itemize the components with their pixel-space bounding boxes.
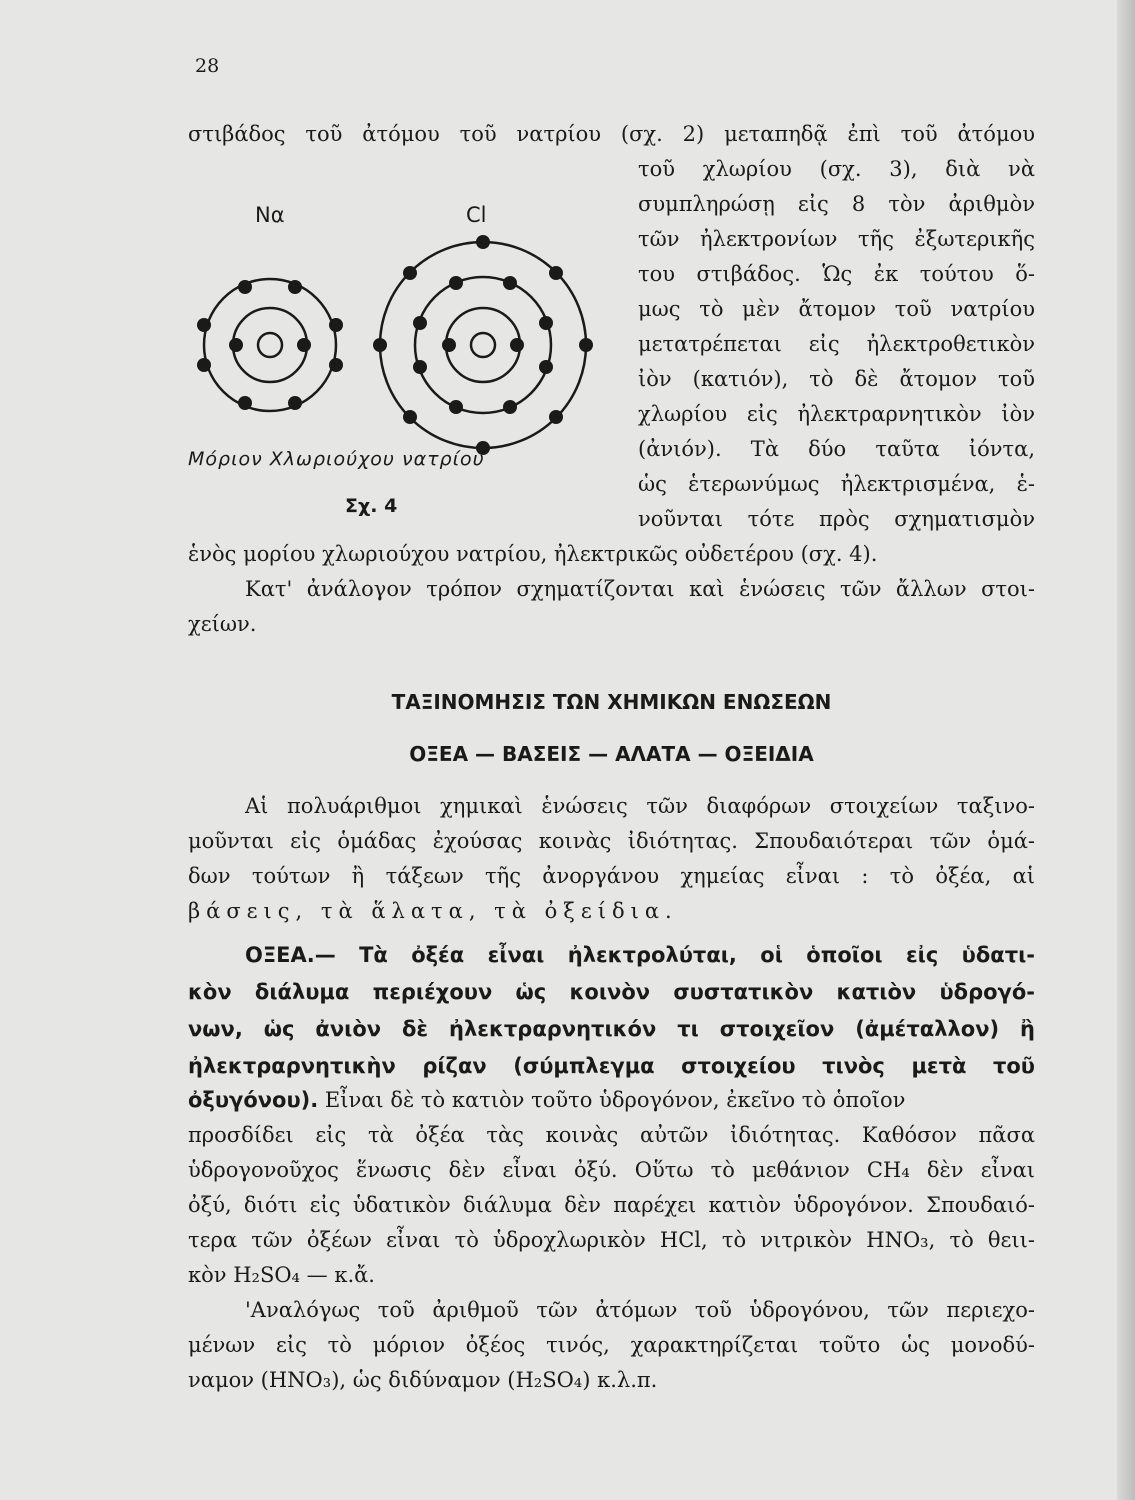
text-line: (ἀνιόν). Τὰ δύο ταῦτα ἰόντα, [638,437,1035,461]
mixed-line [188,1086,1035,1114]
na-nucleus [258,333,282,357]
na-outer-shell [204,279,336,411]
bold-fragment: ὀξυγόνου). [188,1088,319,1112]
cl-middle-shell [415,277,551,413]
bold-line: κὸν διάλυμα περιέχουν ὡς κοινὸν συστατικὸν κατιὸν ὑδρογό- [188,980,1035,1004]
text-line: συμπληρώσῃ εἰς 8 τὸν ἀριθμὸν [638,192,1035,216]
page-number: 28 [195,55,220,77]
chlorine-label: Cl [466,203,487,227]
text-line: 'Αναλόγως τοῦ ἀριθμοῦ τῶν ἀτόμων τοῦ ὑδρογόνου, τῶν περιεχο- [245,1298,1035,1322]
text-line: δων τούτων ἢ τάξεων τῆς ἀνοργάνου χημείας εἶναι : τὸ ὀξέα, αἱ [188,864,1035,888]
text-fragment: Εἶναι δὲ τὸ κατιὸν τοῦτο ὑδρογόνον, ἐκεῖνο τὸ ὁποῖον [318,1088,906,1112]
text-line: ὀξύ, διότι εἰς ὑδατικὸν διάλυμα δὲν παρέχει κατιὸν ὑδρογόνον. Σπουδαιό- [188,1193,1035,1217]
text-line: του στιβάδος. Ὡς ἐκ τούτου ὅ- [638,262,1035,286]
text-line: ἰὸν (κατιόν), τὸ δὲ ἄτομον τοῦ [638,367,1035,391]
figure-reference: Σχ. 4 [345,495,398,517]
text-line: προσδίδει εἰς τὰ ὀξέα τὰς κοινὰς αὐτῶν ἰδιότητας. Καθόσον πᾶσα [188,1123,1035,1147]
text-line: χείων. [188,612,257,636]
text-line: ὑδρογονοῦχος ἕνωσις δὲν εἶναι ὀξύ. Οὕτω τὸ μεθάνιον CH₄ δὲν εἶναι [188,1158,1035,1182]
text-line: ἑνὸς μορίου χλωριούχου νατρίου, ἠλεκτρικῶς οὐδετέρου (σχ. 4). [188,542,878,566]
text-line: βάσεις, τὰ ἅλατα, τὰ ὀξείδια. [188,899,678,923]
sodium-label: Nα [255,203,285,227]
atom-diagram [190,225,610,465]
text-line: μετατρέπεται εἰς ἠλεκτροθετικὸν [638,332,1035,356]
text-line: τῶν ἠλεκτρονίων τῆς ἐξωτερικῆς [638,227,1035,251]
cl-nucleus [471,333,495,357]
text-line: στιβάδος τοῦ ἀτόμου τοῦ νατρίου (σχ. 2) μεταπηδᾷ ἐπὶ τοῦ ἀτόμου [188,122,1035,146]
na-inner-shell [233,308,307,382]
bold-line: ΟΞΕΑ.— Τὰ ὀξέα εἶναι ἠλεκτρολύται, οἱ ὁποῖοι εἰς ὑδατι- [245,943,1035,967]
bold-line: ἠλεκτραρνητικὴν ρίζαν (σύμπλεγμα στοιχείου τινὸς μετὰ τοῦ [188,1054,1035,1078]
text-line: κὸν H₂SO₄ — κ.ἄ. [188,1263,375,1287]
text-line: μως τὸ μὲν ἄτομον τοῦ νατρίου [638,297,1035,321]
text-line: νοῦνται τότε πρὸς σχηματισμὸν [638,507,1035,531]
section-subheading: ΟΞΕΑ — ΒΑΣΕΙΣ — ΑΛΑΤΑ — ΟΞΕΙΔΙΑ [409,742,814,766]
text-line: χλωρίου εἰς ἠλεκτραρνητικὸν ἰὸν [638,402,1035,426]
section-heading: ΤΑΞΙΝΟΜΗΣΙΣ ΤΩΝ ΧΗΜΙΚΩΝ ΕΝΩΣΕΩΝ [391,690,832,714]
text-line: μένων εἰς τὸ μόριον ὀξέος τινός, χαρακτηρίζεται τοῦτο ὡς μονοδύ- [188,1333,1035,1357]
bold-line: νων, ὡς ἀνιὸν δὲ ἠλεκτραρνητικόν τι στοιχεῖον (ἀμέταλλον) ἢ [188,1017,1035,1041]
electrons [197,235,593,455]
page-edge [1117,0,1135,1500]
cl-inner-shell [446,308,520,382]
text-line: μοῦνται εἰς ὁμάδας ἐχούσας κοινὰς ἰδιότητας. Σπουδαιότεραι τῶν ὁμά- [188,829,1035,853]
text-line: Αἱ πολυάριθμοι χημικαὶ ἑνώσεις τῶν διαφόρων στοιχείων ταξινο- [245,794,1035,818]
text-line: τοῦ χλωρίου (σχ. 3), διὰ νὰ [638,157,1035,181]
text-line: ναμον (HNO₃), ὡς διδύναμον (H₂SO₄) κ.λ.π. [188,1368,658,1392]
text-line: ὡς ἑτερωνύμως ἠλεκτρισμένα, ἑ- [638,472,1035,496]
text-line: Κατ' ἀνάλογον τρόπον σχηματίζονται καὶ ἑνώσεις τῶν ἄλλων στοι- [245,577,1035,601]
figure-caption: Μόριον Χλωριούχου νατρίου [188,448,485,470]
text-line: τερα τῶν ὀξέων εἶναι τὸ ὑδροχλωρικὸν HCl, τὸ νιτρικὸν HNO₃, τὸ θειι- [188,1228,1035,1252]
